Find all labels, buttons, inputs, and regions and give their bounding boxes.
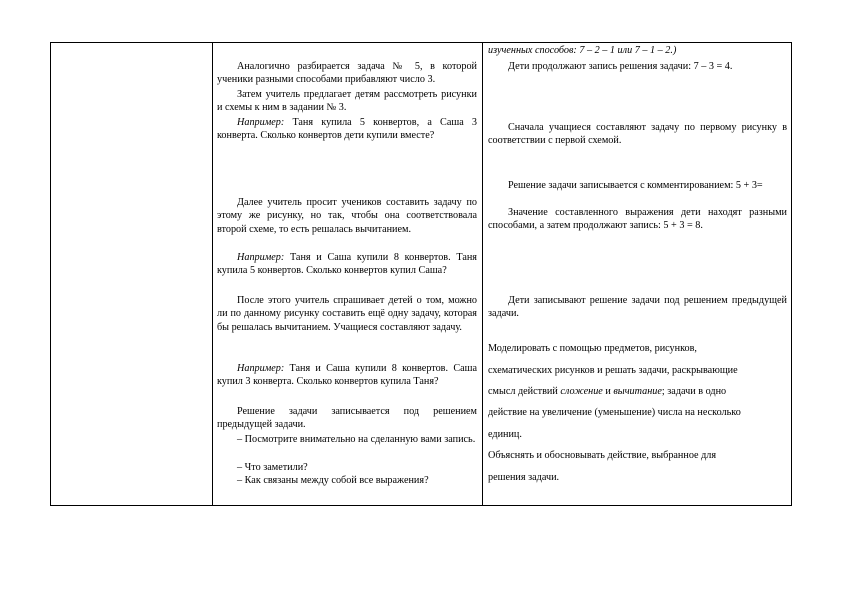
compose-first-task: Сначала учащиеся составляют задачу по первому рисунку в соответствии с первой схемой. bbox=[488, 122, 787, 147]
column-divider-1 bbox=[212, 43, 213, 505]
example-subtraction-1 bbox=[217, 251, 477, 278]
outcome-model-line-4: действие на увеличение (уменьшение) числа на несколько bbox=[488, 407, 741, 418]
question-connection: – Как связаны между собой все выражения? bbox=[237, 475, 429, 486]
example-label: Например: bbox=[237, 117, 285, 128]
text-segment: ; задачи в одно bbox=[661, 386, 727, 397]
example-text: Таня и Саша купили 8 конвертов. Таня купила 5 конвертов. Сколько конвертов купил Саша? bbox=[217, 252, 477, 277]
outcome-model-line-3 bbox=[488, 385, 787, 398]
lesson-table bbox=[50, 42, 792, 506]
record-under-previous: Дети записывают решение задачи под решением предыдущей задачи. bbox=[488, 295, 787, 320]
expression-value: Значение составленного выражения дети находят разными способами, а затем продолжают запись: 5 + 3 = 8. bbox=[488, 207, 787, 232]
paragraph-second-scheme: Далее учитель просит учеников составить задачу по этому же рисунку, но так, чтобы она соответствовала второй схеме, то есть решалась вычитанием. bbox=[217, 197, 477, 235]
example-subtraction-2 bbox=[217, 362, 477, 389]
example-label: Например: bbox=[237, 363, 285, 374]
question-look: – Посмотрите внимательно на сделанную вами запись. bbox=[237, 434, 476, 445]
outcome-model-line-2: схематических рисунков и решать задачи, раскрывающие bbox=[488, 365, 738, 376]
methods-continuation: изученных способов: 7 – 2 – 1 или 7 – 1 – 2.) bbox=[488, 45, 677, 56]
paragraph-solution-record: Решение задачи записывается под решением предыдущей задачи. bbox=[217, 406, 477, 431]
example-addition bbox=[217, 116, 477, 143]
paragraph-another-task: После этого учитель спрашивает детей о том, можно ли по данному рисунку составить ещё одну задачу, которая бы решалась вычитанием. Учащиеся составляют задачу. bbox=[217, 295, 477, 333]
outcome-model-line-1: Моделировать с помощью предметов, рисунков, bbox=[488, 343, 697, 354]
example-label: Например: bbox=[237, 252, 285, 263]
example-text: Таня купила 5 конвертов, а Саша 3 конверта. Сколько конвертов дети купили вместе? bbox=[217, 117, 477, 142]
paragraph-task-3-intro: Затем учитель предлагает детям рассмотреть рисунки и схемы к ним в задании № 3. bbox=[217, 89, 477, 114]
column-divider-2 bbox=[482, 43, 483, 505]
outcome-explain-line-2: решения задачи. bbox=[488, 472, 560, 483]
outcome-explain-line-1: Объяснять и обосновывать действие, выбранное для bbox=[488, 450, 717, 461]
outcome-model-line-5: единиц. bbox=[488, 429, 522, 440]
paragraph-task-5: Аналогично разбирается задача № 5, в которой ученики разными способами прибавляют число 3. bbox=[217, 61, 477, 86]
term-subtraction: вычитание bbox=[613, 386, 662, 397]
solution-with-comments: Решение задачи записывается с комментированием: 5 + 3= bbox=[508, 180, 763, 191]
text-segment: и bbox=[602, 386, 614, 397]
question-noticed: – Что заметили? bbox=[237, 462, 308, 473]
text-segment: смысл действий bbox=[488, 386, 561, 397]
continue-record: Дети продолжают запись решения задачи: 7 – 3 = 4. bbox=[508, 61, 733, 72]
example-text: Таня и Саша купили 8 конвертов. Саша купил 3 конверта. Сколько конвертов купила Таня? bbox=[217, 363, 477, 388]
term-addition: сложение bbox=[560, 386, 603, 397]
